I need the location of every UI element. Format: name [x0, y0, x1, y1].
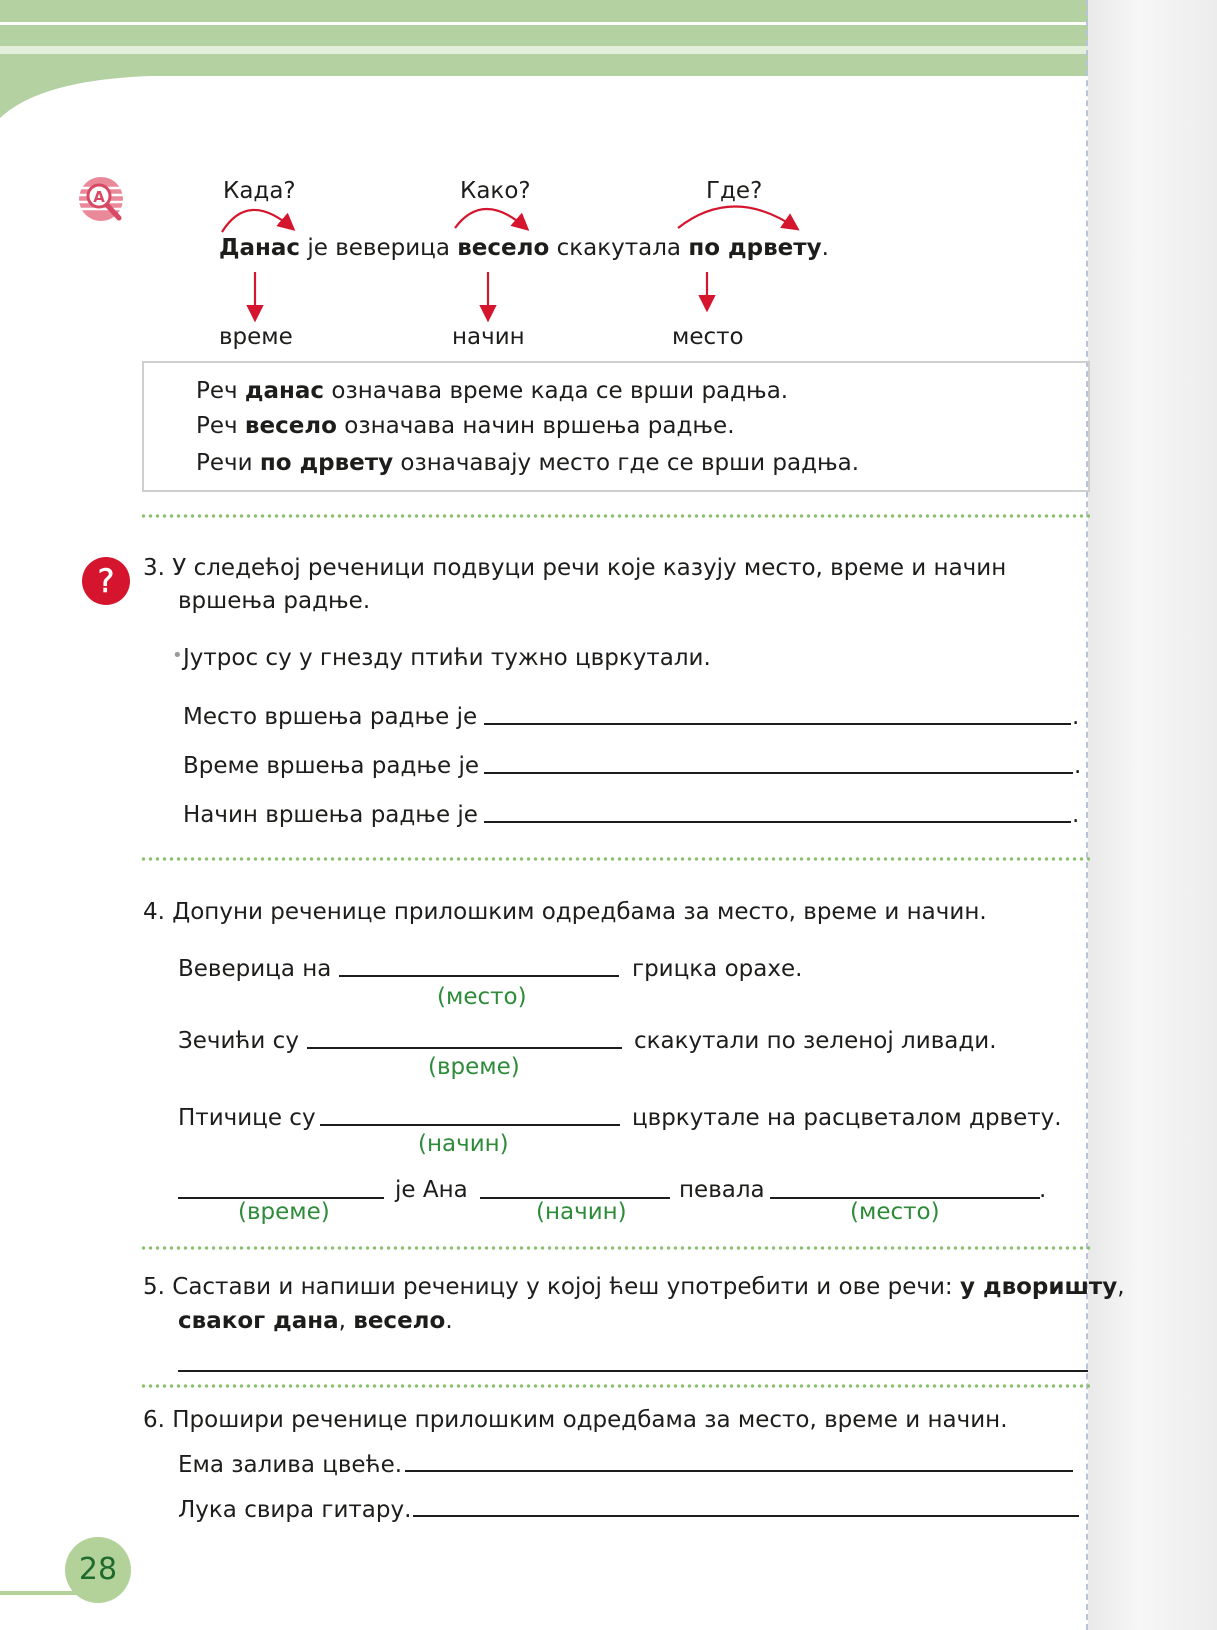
- question-how: Како?: [460, 178, 531, 204]
- rule-line: Реч данас означава време када се врши радња.: [196, 378, 789, 404]
- task6-answer-line1[interactable]: [405, 1470, 1073, 1472]
- line-end-dot: .: [1072, 704, 1080, 730]
- place-label: Место вршења радње је: [183, 704, 478, 730]
- hint-manner: (начин): [418, 1131, 509, 1157]
- sentence1-start: Веверица на: [178, 956, 332, 982]
- task5-instruction: 5. Састави и напиши реченицу у којој ћеш употребити и ове речи: у дворишту,: [143, 1274, 1125, 1300]
- time-answer-line[interactable]: [484, 772, 1073, 774]
- dotted-divider: [140, 1246, 1090, 1250]
- dotted-divider: [140, 514, 1090, 518]
- task3-instruction: 3. У следећој реченици подвуци речи које казују место, време и начин: [143, 555, 1007, 581]
- line-end-dot: .: [1072, 802, 1080, 828]
- rule-line: Речи по дрвету означавају место где се врши радња.: [196, 450, 860, 476]
- place-answer-line[interactable]: [484, 723, 1071, 725]
- task6-instruction: 6. Прошири реченице прилошким одредбама за место, време и начин.: [143, 1407, 1008, 1433]
- task3-sentence: Јутрос су у гнезду птићи тужно цвркутали.: [183, 645, 711, 671]
- sentence2-start: Зечићи су: [178, 1028, 299, 1054]
- dotted-divider: [140, 857, 1090, 861]
- hint-time: (време): [238, 1199, 330, 1225]
- task5-answer-line[interactable]: [178, 1370, 1088, 1372]
- sentence2-blank[interactable]: [307, 1047, 622, 1049]
- sentence4-text2: певала: [679, 1177, 765, 1203]
- task3-instruction-cont: вршења радње.: [178, 588, 371, 614]
- svg-text:?: ?: [97, 562, 115, 600]
- task6-sentence1: Ема залива цвеће.: [178, 1452, 403, 1478]
- hint-manner: (начин): [536, 1199, 627, 1225]
- sentence3-end: цвркутале на расцветалом дрвету.: [632, 1105, 1062, 1131]
- sentence1-blank[interactable]: [339, 975, 619, 977]
- task4-instruction: 4. Допуни реченице прилошким одредбама за место, време и начин.: [143, 899, 987, 925]
- task6-sentence2: Лука свира гитару.: [178, 1497, 412, 1523]
- question-when: Када?: [223, 178, 296, 204]
- answer-time: време: [219, 324, 293, 350]
- red-arrows: [0, 0, 1000, 330]
- task5-instruction-cont: сваког дана, весело.: [178, 1308, 453, 1334]
- dotted-divider: [140, 1384, 1090, 1388]
- line-end-dot: .: [1039, 1177, 1047, 1203]
- question-where: Где?: [706, 178, 763, 204]
- manner-answer-line[interactable]: [484, 821, 1071, 823]
- hint-place: (место): [437, 984, 527, 1010]
- question-icon: [78, 556, 134, 606]
- bullet: •: [172, 645, 183, 666]
- page-margin: [1088, 0, 1217, 1630]
- hint-place: (место): [850, 1199, 940, 1225]
- example-sentence: Данас је веверица весело скакутала по дрвету.: [219, 235, 829, 261]
- page-number: 28: [65, 1537, 131, 1603]
- rule-line: Реч весело означава начин вршења радње.: [196, 413, 735, 439]
- sentence4-text1: је Ана: [395, 1177, 468, 1203]
- sentence3-blank[interactable]: [320, 1124, 620, 1126]
- answer-place: место: [672, 324, 744, 350]
- manner-label: Начин вршења радње је: [183, 802, 478, 828]
- time-label: Време вршења радње је: [183, 753, 480, 779]
- sentence1-end: грицка орахе.: [632, 956, 803, 982]
- answer-manner: начин: [452, 324, 525, 350]
- task6-answer-line2[interactable]: [413, 1515, 1079, 1517]
- sentence2-end: скакутали по зеленој ливади.: [634, 1028, 997, 1054]
- svg-text:A: A: [93, 188, 105, 206]
- line-end-dot: .: [1074, 753, 1082, 779]
- sentence3-start: Птичице су: [178, 1105, 316, 1131]
- hint-time: (време): [428, 1054, 520, 1080]
